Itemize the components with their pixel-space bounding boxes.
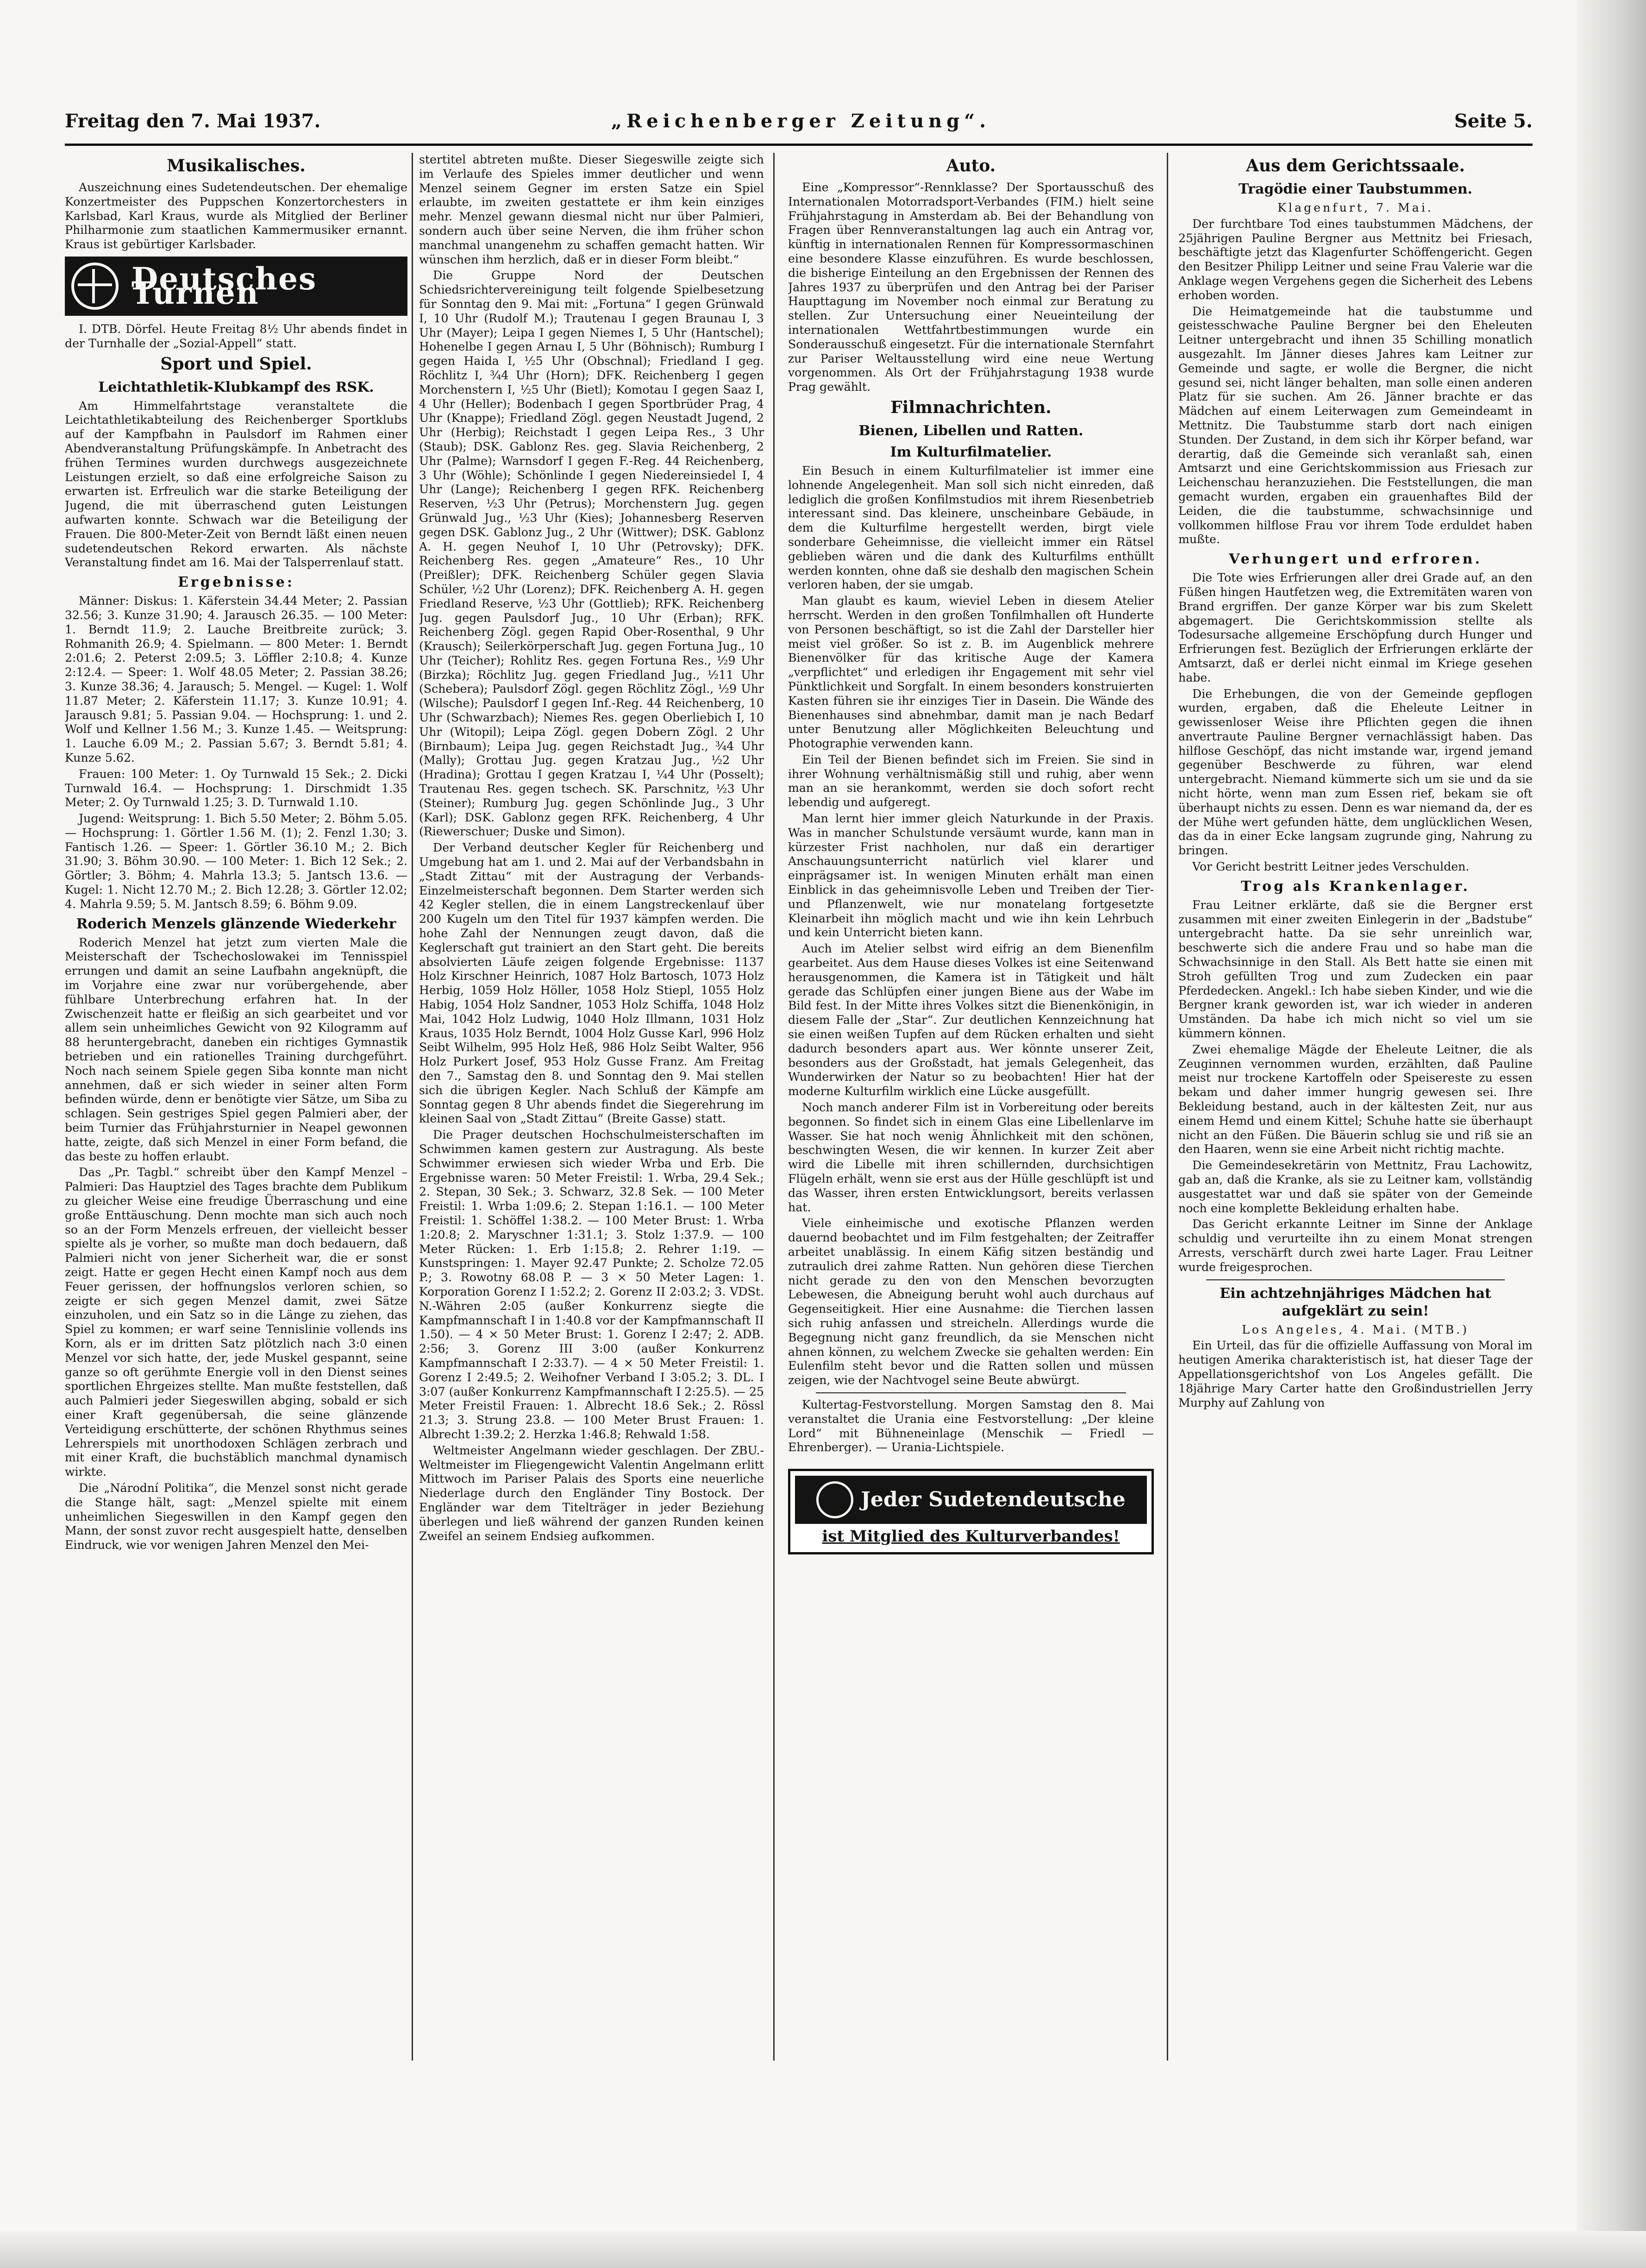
subheading-bienen: Bienen, Libellen und Ratten.: [858, 422, 1083, 439]
article-paragraph: Die Gruppe Nord der Deutschen Schiedsrichtervereinigung teilt folgende Spielbesetzung für Sonntag den 9. Mai mit: „Fortuna“ I gegen Grünwald I, 10 Uhr (Rudolf M.); Trautenau I gegen Braunau I, 3 Uhr (Mayer); Leipa I gegen Niemes I, 5 Uhr (Hantschel); Hohenelbe I gegen Arnau I, 5 Uhr (Böhnisch); Rumburg I gegen Haida I, ½5 Uhr (Obschnal); Friedland I geg. Röchlitz I, ¾4 Uhr (Horn); DFK. Reichenberg I gegen Morchenstern I, ½5 Uhr (Bietl); Komotau I gegen Saaz I, 4 Uhr (Heller); Bodenbach I gegen Sportbrüder Prag, 4 Uhr (Knappe); Friedland Zögl. gegen Neustadt Jugend, 2 Uhr (Herbig); Reichstadt I gegen Leipa Res., 3 Uhr (Staub); DSK. Gablonz Res. geg. Slavia Reichenberg, 2 Uhr (Palme); Warnsdorf I gegen F.-Reg. 44 Reichenberg, 3 Uhr (Wöhle); Schönlinde I gegen Niedereinsiedel I, 4 Uhr (Lange); Reichenberg I gegen RFK. Reichenberg Reserven, ½3 Uhr (Petrus); Morchenstern Jug. gegen Grünwald Jug., ½3 Uhr (Kies); Johannesberg Reserven gegen DSK. Gablonz Jug., 2 Uhr (Wittwer); DSK. Gablonz A. H. gegen Neuhof I, 10 Uhr (Petrovsky); DFK. Reichenberg Res. gegen „Amateure“ Res., 10 Uhr (Preißler); DFK. Reichenberg Schüler gegen Slavia Schüler, ½2 Uhr (Lorenz); DFK. Reichenberg A. H. gegen Friedland Reserve, ½3 Uhr (Gottlieb); RFK. Reichenberg Jug. gegen Paulsdorf Jug., 10 Uhr (Erban); RFK. Reichenberg Zögl. gegen Rapid Ober-Rosenthal, 9 Uhr (Krausch); Seilerkörperschaft Jug. gegen Fortuna Jug., 10 Uhr (Teicher); Rohlitz Res. gegen Fortuna Res., ½9 Uhr (Birzka); Röchlitz Jug. gegen Friedland Jug., ½11 Uhr (Schebera); Paulsdorf Zögl. gegen Röchlitz Zögl., ½9 Uhr (Wilsche); Paulsdorf I gegen Inf.-Reg. 44 Reichenberg, 10 Uhr (Schwarzbach); Niemes Res. gegen Oberliebich I, 10 Uhr (Witopil); Leipa Zögl. gegen Dobern Zögl. 2 Uhr (Birnbaum); Leipa Jug. gegen Reichstadt Jug., ¾4 Uhr (Mally); Grottau Jug. gegen Kratzau Jug., ½2 Uhr (Hradina); Grottau I gegen Kratzau I, ¼4 Uhr (Posselt); Trautenau Res. gegen tschech. SK. Parschnitz, ½3 Uhr (Steiner); Rumburg Jug. gegen Schönlinde Jug., 3 Uhr (Karl); DSK. Gablonz gegen RFK. Reichenberg, 4 Uhr (Riewerschuer; Duske und Simon).: [419, 269, 764, 839]
subheading-kulturfilmatelier: Im Kulturfilmatelier.: [890, 444, 1052, 460]
subheading-verhungert: Verhungert und erfroren.: [1229, 551, 1482, 568]
article-paragraph: Auszeichnung eines Sudetendeutschen. Der ehemalige Konzertmeister des Puppschen Konzertorchesters in Karlsbad, Karl Kraus, wurde als Mitglied der Berliner Philharmonie zum staatlichen Kammermusiker ernannt. Kraus ist gebürtiger Karlsbader.: [65, 181, 407, 251]
subheading-trog: Trog als Krankenlager.: [1241, 878, 1470, 895]
section-heading-sport: Sport und Spiel.: [160, 354, 312, 374]
article-paragraph: Die Erhebungen, die von der Gemeinde gepflogen wurden, ergaben, daß die Eheleute Leitner in gewissenloser Weise ihre Pflichten gegen die ihnen anvertraute Pauline Bergner vernachlässigt haben. Das hilflose Geschöpf, das nicht imstande war, irgend jemand gegenüber Beschwerde zu führen, war elend untergebracht. Niemand kümmerte sich um sie und da sie nicht hörte, wenn man zum Essen rief, bekam sie oft überhaupt nichts zu essen. Denn es war niemand da, der es der Mühe wert gefunden hätte, dem unglücklichen Wesen, das da in einer Ecke langsam zugrunde ging, Nahrung zu bringen.: [1178, 687, 1533, 858]
subheading-tragoedie: Tragödie einer Taubstummen.: [1239, 181, 1472, 197]
column-4: [1178, 153, 1533, 2061]
separator-rule: [816, 1392, 1126, 1393]
section-heading-gericht: Aus dem Gerichtssaale.: [1246, 156, 1465, 175]
article-paragraph: Die Prager deutschen Hochschulmeisterschaften im Schwimmen kamen gestern zur Austragung. Als beste Schwimmer erwiesen sich wieder Wrba und Erb. Die Ergebnisse waren: 50 Meter Freistil: 1. Wrba, 29.4 Sek.; 2. Stepan, 30 Sek.; 3. Schwarz, 32.8 Sek. — 100 Meter Freistil: 1. Wrba 1:09.6; 2. Stepan 1:16.1. — 100 Meter Freistil: 1. Schöffel 1:38.2. — 100 Meter Brust: 1. Wrba 1:20.8; 2. Maryschner 1:31.1; 3. Stolz 1:37.9. — 100 Meter Rücken: 1. Erb 1:15.8; 2. Rehrer 1:19. — Kunstspringen: 1. Mayer 92.47 Punkte; 2. Scholze 72.05 P.; 3. Rowotny 68.08 P. — 3 × 50 Meter Lagen: 1. Korporation Gorenz I 1:52.2; 2. Gorenz II 2:03.2; 3. VDSt. N.-Währen 2:05 (außer Konkurrenz siegte die Kampfmannschaft I in 1:40.8 vor der Kampfmannschaft II 1.50). — 4 × 50 Meter Brust: 1. Gorenz I 2:47; 2. ADB. 2:56; 3. Gorenz III 3:00 (außer Konkurrenz Kampfmannschaft I 2:33.7). — 4 × 50 Meter Freistil: 1. Gorenz I 2:49.5; 2. Weihofner Verband I 3:05.2; 3. DL. I 3:07 (außer Konkurrenz Kampfmannschaft I 2:25.5). — 25 Meter Freistil Frauen: 1. Albrecht 18.6 Sek.; 2. Rössl 21.3; 3. Strung 23.8. — 100 Meter Brust Frauen: 1. Albrecht 1:39.2; 2. Herzka 1:46.8; Rehwald 1:58.: [419, 1128, 764, 1441]
article-paragraph: Die Gemeindesekretärin von Mettnitz, Frau Lachowitz, gab an, daß die Kranke, als sie zu Leitner kam, vollständig ausgestattet war und daß sie später von der Gemeinde noch eine komplette Bekleidung erhalten habe.: [1178, 1159, 1533, 1215]
ad-slogan: ist Mitglied des Kulturverbandes!: [822, 1527, 1120, 1546]
scan-edge-bottom: [0, 2231, 1646, 2268]
scan-edge-right: [1577, 0, 1646, 2268]
article-paragraph: Das „Pr. Tagbl.“ schreibt über den Kampf Menzel – Palmieri: Das Hauptziel des Tages brachte dem Publikum zu gleicher Weise eine freudige Überraschung und eine große Enttäuschung. Denn mochte man sich auch noch so an der Form Menzels erfreuen, der vielleicht besser spielte als je vorher, so mußte man doch bedauern, daß Palmieri nicht von jener Sicherheit war, die er sonst zeigt. Hatte er gegen Hecht einen Kampf noch aus dem Feuer gerissen, der hoffnungslos verloren schien, so zeigte er sich gegen Menzel damit, zwei Sätze einzuholen, und ein Satz so in die Länge zu ziehen, das Spiel zu kommen; er warf seine Tennislinie vollends ins Korn, als er im dritten Satz plötzlich nach 3:0 einen Menzel vor sich hatte, der, jede Muskel gespannt, seine ganze so oft gerühmte Energie voll in den Dienst seines sportlichen Ehrgeizes stellte. Man mußte feststellen, daß auch Palmieri jeder Siegeswillen abging, sobald er sich einer Kraft gegenübersah, die seine glänzende Verteidigung erschütterte, der schönen Rhythmus seines Lehrerspiels mit unorthodoxen Schlägen zerbrach und mit einer Kraft, die buchstäblich manchmal dynamisch wirkte.: [65, 1165, 407, 1479]
section-heading-film: Filmnachrichten.: [890, 397, 1051, 417]
ad-banner: [795, 1476, 1147, 1524]
column-divider: [1167, 153, 1168, 2061]
page-header: [65, 110, 1533, 143]
column-2: [419, 153, 764, 2061]
column-1: [65, 153, 407, 2061]
article-paragraph: Am Himmelfahrtstage veranstaltete die Leichtathletikabteilung des Reichenberger Sportklubs auf der Kampfbahn in Paulsdorf im Rahmen einer Abendveranstaltung Prüfungskämpfe. In Anbetracht des frühen Termines wurden durchwegs ausgezeichnete Leistungen erzielt, so daß eine erfolgreiche Saison zu erwarten ist. Erfreulich war die starke Beteiligung der Jugend, die mit überraschend guten Leistungen aufwarten konnte. Schwach war die Beteiligung der Frauen. Die 800-Meter-Zeit von Berndt läßt einen neuen sudetendeutschen Rekord erwarten. Als nächste Veranstaltung findet am 16. Mai der Talsperrenlauf statt.: [65, 399, 407, 570]
page-number: Seite 5.: [1454, 110, 1533, 132]
column-divider: [412, 153, 413, 2061]
results-paragraph: Männer: Diskus: 1. Käferstein 34.44 Meter; 2. Passian 32.56; 3. Kunze 31.90; 4. Jarausch 26.35. — 100 Meter: 1. Berndt 11.9; 2. Lauche Breitbreite zurück; 3. Rohmanith 26.9; 4. Spielmann. — 800 Meter: 1. Berndt 2:01.6; 2. Peterst 2:09.5; 3. Löffler 2:10.8; 4. Kunze 2:12.4. — Speer: 1. Wolf 48.05 Meter; 2. Passian 38.26; 3. Kunze 38.36; 4. Jarausch; 5. Mengel. — Kugel: 1. Wolf 11.87 Meter; 2. Käferstein 11.17; 3. Kunze 10.91; 4. Jarausch 9.81; 5. Passian 9.04. — Hochsprung: 1. und 2. Wolf und Kellner 1.56 M.; 3. Kunze 1.45. — Weitsprung: 1. Lauche 6.09 M.; 2. Passian 5.67; 3. Berndt 5.81; 4. Kunze 5.62.: [65, 594, 407, 764]
article-paragraph: Ein Urteil, das für die offizielle Auffassung von Moral im heutigen Amerika charakteristisch ist, hat dieser Tage der Appellationsgerichtshof von Los Angeles gefällt. Die 18jährige Mary Carter hatte den Großindustriellen Jerry Murphy auf Zahlung von: [1178, 1339, 1533, 1410]
article-paragraph: Die Tote wies Erfrierungen aller drei Grade auf, an den Füßen hingen Hautfetzen weg, die Extremitäten waren von Brand ergriffen. Der ganze Körper war bis zum Skelett abgemagert. Die Gerichtskommission stellte als Todesursache allgemeine Erschöpfung durch Hunger und Erfrierungen fest. Bezüglich der Erfrierungen erklärte der Amtsarzt, daß er derlei nicht einmal im Kriege gesehen habe.: [1178, 571, 1533, 684]
article-paragraph: Eine „Kompressor“-Rennklasse? Der Sportausschuß des Internationalen Motorradsport-Verbandes (FIM.) hielt seine Frühjahrstagung in Amsterdam ab. Bei der Behandlung von Fragen über Rennveranstaltungen lag auch ein Antrag vor, künftig in internationalen Rennen für Kompressormaschinen eine besondere Klasse einzuführen. Es wurde beschlossen, die bisherige Einteilung an den Ergebnissen der Rennen des Jahres 1937 zu überprüfen und den Antrag bei der Pariser Haupttagung im November noch einmal zur Beratung zu stellen. Zur Untersuchung einer Neueinteilung der internationalen Wettfahrtbestimmungen wurde ein Sonderausschuß eingesetzt. Für die internationale Sternfahrt zur Pariser Weltausstellung wird eine neue Wertung vorgenommen. Als Ort der Frühjahrstagung 1938 wurde Prag gewählt.: [788, 181, 1154, 394]
dateline: Los Angeles, 4. Mai. (MTB.): [1242, 1322, 1469, 1336]
article-paragraph: I. DTB. Dörfel. Heute Freitag 8½ Uhr abends findet in der Turnhalle der „Sozial-Appell“ statt.: [65, 322, 407, 350]
results-paragraph: Jugend: Weitsprung: 1. Bich 5.50 Meter; 2. Böhm 5.05. — Hochsprung: 1. Görtler 1.56 M. (1); 2. Fenzl 1.30; 3. Fantisch 1.26. — Speer: 1. Görtler 36.10 M.; 2. Bich 31.90; 3. Böhm 30.90. — 100 Meter: 1. Bich 12 Sek.; 2. Görtler; 3. Böhm; 4. Mahrla 13.3; 5. Jantsch 13.6. — Kugel: 1. Nicht 12.70 M.; 2. Bich 12.28; 3. Görtler 12.02; 4. Mahrla 9.59; 5. M. Jantsch 8.59; 6. Böhm 9.09.: [65, 812, 407, 911]
article-paragraph: Der Verband deutscher Kegler für Reichenberg und Umgebung hat am 1. und 2. Mai auf der Verbandsbahn in „Stadt Zittau“ mit der Austragung der Verbands-Einzelmeisterschaft begonnen. Dem Starter werden sich 42 Kegler stellen, die in einem Langstreckenlauf über 200 Kugeln um den Titel für 1937 kämpfen werden. Die hohe Zahl der Nennungen zeugt davon, daß die Keglerschaft gut trainiert an den Start geht. Die bereits absolvierten Läufe zeigen folgende Ergebnisse: 1137 Holz Kirschner Heinrich, 1087 Holz Bartosch, 1073 Holz Herbig, 1059 Holz Höller, 1058 Holz Stiepl, 1055 Holz Habig, 1054 Holz Sandner, 1053 Holz Schiffa, 1048 Holz Mai, 1042 Holz Ludwig, 1040 Holz Illmann, 1031 Holz Kraus, 1035 Holz Berndt, 1004 Holz Gusse Karl, 996 Holz Seibt Wilhelm, 995 Holz Heß, 986 Holz Seibt Walter, 956 Holz Purkert Josef, 953 Holz Gusse Franz. Am Freitag den 7., Samstag den 8. und Sonntag den 9. Mai stellen sich die übrigen Kegler. Nach Schluß der Kämpfe am Sonntag gegen 8 Uhr abends findet die Siegerehrung im kleinen Saal von „Stadt Zittau“ (Breite Gasse) statt.: [419, 841, 764, 1126]
header-rule: [65, 144, 1533, 146]
subheading-achtzehnjaehrig: Ein achtzehnjähriges Mädchen hat aufgeklärt zu sein!: [1220, 1285, 1491, 1319]
subheading-leichtathletik: Leichtathletik-Klubkampf des RSK.: [98, 379, 374, 395]
article-paragraph: Man glaubt es kaum, wieviel Leben in diesem Atelier herrscht. Werden in den großen Tonfilmhallen oft Hunderte von Personen beschäftigt, so ist die Zahl der Darsteller hier meist viel größer. So ist z. B. im Augenblick mehrere Bienenvölker für das kritische Auge der Kamera „verpflichtet“ und erledigen ihr Engagement mit sehr viel Pünktlichkeit und Sorgfalt. In einem besonders konstruierten Kasten führen sie ihr einziges Tier in Dasein. Die Wände des Bienenhauses sind abnehmbar, damit man je nach Bedarf unter Benutzung aller Möglichkeiten Beleuchtung und Photographie verwenden kann.: [788, 594, 1154, 751]
article-paragraph: Man lernt hier immer gleich Naturkunde in der Praxis. Was in mancher Schulstunde versäumt wurde, kann man in kürzester Frist nachholen, nur daß ein derartiger Anschauungsunterricht natürlich viel klarer und einprägsamer ist. In wenigen Minuten erhält man einen Einblick in das geheimnisvolle Leben und Treiben der Tier- und Pflanzenwelt, wie nur monatelang fortgesetzte Kleinarbeit ihn möglich macht und wie ihn kein Lehrbuch und kein Unterricht bieten kann.: [788, 812, 1154, 940]
header-date: Freitag den 7. Mai 1937.: [65, 110, 321, 132]
subheading-menzel: Roderich Menzels glänzende Wiederkehr: [76, 915, 396, 932]
article-paragraph: Die „Národní Politika“, die Menzel sonst nicht gerade die Stange hält, sagt: „Menzel spielte mit einem unheimlichen Siegeswillen in den Kampf gegen den Mann, der sonst zuvor recht ausgespielt hatte, denselben Eindruck, wie vor wenigen Jahren Menzel den Mei-: [65, 1481, 407, 1552]
article-paragraph: Vor Gericht bestritt Leitner jedes Verschulden.: [1192, 860, 1470, 874]
subheading-ergebnisse: Ergebnisse:: [178, 574, 294, 591]
column-divider: [773, 153, 775, 2061]
article-paragraph: Roderich Menzel hat jetzt zum vierten Male die Meisterschaft der Tschechoslowakei im Tennisspiel errungen und damit an seine Laufbahn angeknüpft, die im Vorjahre eine zwar nur vorübergehende, aber fühlbare Unterbrechung erfahren hat. In der Zwischenzeit hatte er fleißig an sich gearbeitet und vor allem sein unheimliches Gewicht von 92 Kilogramm auf 88 heruntergebracht, daneben ein richtiges Gymnastik betrieben und ein rationelles Training durchgeführt. Noch nach seinem Spiele gegen Siba konnte man nicht annehmen, daß er sich wieder in seiner alten Form befinden würde, denn er benötigte vier Sätze, um Siba zu schlagen. Sein gestriges Spiel gegen Palmieri aber, der beim Turnier das Frühjahrsturnier in Neapel gewonnen hatte, zeigte, daß sich Menzel in einer Form befand, die das beste zu hoffen erlaubt.: [65, 935, 407, 1163]
article-paragraph: Noch manch anderer Film ist in Vorbereitung oder bereits begonnen. So findet sich in einem Glas eine Libellenlarve im Wasser. Sie hat noch wenig Ähnlichkeit mit den schönen, beschwingten Wesen, die wir kennen. In kurzer Zeit aber wird die Libelle mit ihren schillernden, durchsichtigen Flügeln erhält, wenn sie erst aus der Hülle geschlüpft ist und das Wasser, ihren ersten Entwicklungsort, bereits verlassen hat.: [788, 1101, 1154, 1214]
deutsches-turnen-banner: [65, 257, 407, 316]
article-paragraph: stertitel abtreten mußte. Dieser Siegeswille zeigte sich im Verlaufe des Spieles immer deutlicher und wenn Menzel seinem Gegner im ersten Satze ein Spiel erlaubte, im zweiten gestattete er ihm kein einziges mehr. Menzel gewann diesmal nicht nur über Palmieri, sondern auch über seine Nerven, die ihm früher schon manchmal unangenehm zu schaffen gemacht hatten. Wir wünschen ihm herzlich, daß er in dieser Form bleibt.“: [419, 153, 764, 266]
article-paragraph: Der furchtbare Tod eines taubstummen Mädchens, der 25jährigen Pauline Bergner aus Mettnitz bei Friesach, beschäftigte jetzt das Klagenfurter Schöffengericht. Gegen den Besitzer Philipp Leitner und seine Frau Valerie war die Anklage wegen Vergehens gegen die Sicherheit des Lebens erhoben worden.: [1178, 217, 1533, 302]
article-paragraph: Auch im Atelier selbst wird eifrig an dem Bienenfilm gearbeitet. Aus dem Hause dieses Volkes ist eine Seitenwand herausgenommen, die Kamera ist in Tätigkeit und hält gerade das Schlüpfen einer jungen Biene aus der Wabe im Bild fest. In der Mitte ihres Volkes sitzt die Bienenkönigin, in diesem Falle der „Star“. Zur deutlichen Kennzeichnung hat sie einen weißen Tupfen auf dem Rücken erhalten und sieht dadurch besonders apart aus. Wer könnte unserer Zeit, besonders aus der Großstadt, hat jemals Gelegenheit, das Wunderwirken der Natur so zu beobachten! Hier hat der moderne Kulturfilm wirklich eine Lücke ausgefüllt.: [788, 942, 1154, 1098]
results-paragraph: Frauen: 100 Meter: 1. Oy Turnwald 15 Sek.; 2. Dicki Turnwald 16.4. — Hochsprung: 1. Dirschmidt 1.35 Meter; 2. Oy Turnwald 1.25; 3. D. Turnwald 1.10.: [65, 767, 407, 809]
newspaper-title: „Reichenberger Zeitung“.: [611, 110, 991, 132]
dateline: Klagenfurt, 7. Mai.: [1277, 201, 1433, 214]
section-heading-auto: Auto.: [946, 156, 996, 175]
article-paragraph: Weltmeister Angelmann wieder geschlagen. Der ZBU.-Weltmeister im Fliegengewicht Valentin Angelmann erlitt Mittwoch im Pariser Palais des Sports eine neuerliche Niederlage durch den Engländer Tiny Bostock. Der Engländer war dem Titelträger in jeder Beziehung überlegen und ließ während der ganzen Runden keinen Zweifel an seinem Endsieg aufkommen.: [419, 1443, 764, 1543]
section-heading-musik: Musikalisches.: [167, 156, 306, 175]
article-paragraph: Ein Besuch in einem Kulturfilmatelier ist immer eine lohnende Angelegenheit. Man soll sich nicht einreden, daß lediglich die großen Konfilmstudios mit ihrem Riesenbetrieb interessant sind. Das kleinere, unscheinbare Gebäude, in dem die Kulturfilme hergestellt werden, birgt viele sonderbare Geheimnisse, die vielleicht immer ein Rätsel geblieben wären und die dank des Kulturfilms enthüllt werden konnten, ohne daß sie deshalb den magischen Schein verloren haben, der sie umgab.: [788, 464, 1154, 592]
ad-headline: Jeder Sudetendeutsche: [861, 1487, 1126, 1511]
kulturverband-advertisement: [788, 1469, 1154, 1554]
article-paragraph: Die Heimatgemeinde hat die taubstumme und geistesschwache Pauline Bergner bei den Eheleuten Leitner untergebracht und ihnen 35 Schilling monatlich ausgezahlt. Im Jänner dieses Jahres kam Leitner zur Gemeinde und sagte, er wolle die Bergner, die nicht gesund sei, nicht länger behalten, man solle einen anderen Platz für sie suchen. Am 26. Jänner brachte er das Mädchen auf einem Leiterwagen zum Gemeindeamt in Mettnitz. Die Taubstumme starb dort nach einigen Stunden. Der Zustand, in dem sich ihr Körper befand, war derartig, daß die Gemeinde sich veranlaßt sah, einen Amtsarzt und eine Gerichtskommission aus Friesach zur Leichenschau heranzuziehen. Die Feststellungen, die man gemacht wurden, ergaben ein grauenhaftes Bild der Leiden, die die taubstumme, schwachsinnige und vollkommen hilflose Frau vor ihrem Tode erduldet haben mußte.: [1178, 304, 1533, 546]
turner-cross-icon: [71, 263, 119, 310]
article-paragraph: Frau Leitner erklärte, daß sie die Bergner erst zusammen mit einer zweiten Einlegerin in der „Badstube“ untergebracht hatte. Da sie sehr unreinlich war, beschwerte sich die andere Frau und so habe man die Schwachsinnige in den Stall. Als Bett hatte sie einen mit Stroh gefüllten Trog und zum Zudecken ein paar Pferdedecken. Angekl.: Ich habe sieben Kinder, und wie die Bergner krank geworden ist, war ich wieder in anderen Umständen. Da habe ich mich nicht so viel um sie kümmern können.: [1178, 898, 1533, 1040]
banner-title: Deutsches Turnen: [131, 261, 317, 311]
article-paragraph: Kultertag-Festvorstellung. Morgen Samstag den 8. Mai veranstaltet die Urania eine Festvorstellung: „Der kleine Lord“ mit Bühneneinlage (Menschik — Friedl — Ehrenberger). — Urania-Lichtspiele.: [788, 1397, 1154, 1454]
separator-rule: [1206, 1279, 1505, 1280]
article-paragraph: Ein Teil der Bienen befindet sich im Freien. Sie sind in ihrer Wohnung verhältnismäßig still und ruhig, aber wenn man an sie herankommt, werden sie doch sofort recht lebendig und aufgeregt.: [788, 752, 1154, 809]
article-paragraph: Das Gericht erkannte Leitner im Sinne der Anklage schuldig und verurteilte ihn zu einem Monat strengen Arrests, verschärft durch zwei harte Lager. Frau Leitner wurde freigesprochen.: [1178, 1217, 1533, 1274]
column-3: [788, 153, 1154, 2061]
emblem-icon: [816, 1481, 853, 1518]
article-paragraph: Zwei ehemalige Mägde der Eheleute Leitner, die als Zeuginnen vernommen wurden, erzählten, daß Pauline meist nur trockene Kartoffeln oder Speisereste zu essen bekam und daher immer hungrig gewesen sei. Ihre Bekleidung bestand, auch in der kältesten Zeit, nur aus einem Hemd und einem Kittel; Schuhe hatte sie überhaupt nicht an den Füßen. Die Bäuerin schlug sie und riß sie an den Haaren, wenn sie eine Arbeit nicht richtig machte.: [1178, 1042, 1533, 1156]
article-paragraph: Viele einheimische und exotische Pflanzen werden dauernd beobachtet und im Film festgehalten; der Zeitraffer arbeitet unablässig. In einem Käfig sitzen beständig und zutraulich drei zahme Ratten. Nun gehören diese Tierchen nicht gerade zu den von den Menschen bevorzugten Lebewesen, die Abneigung beruht wohl auch durchaus auf Gegenseitigkeit. Hier eine Ausnahme: die Tierchen lassen sich ruhig anfassen und streicheln. Allerdings wurde die Begegnung nicht ganz freundlich, da sie Menschen nicht ahnen können, zu welchem Zwecke sie gehalten werden: Ein Eulenfilm steht bevor und die Ratten sollen und müssen zeigen, wie der Nachtvogel seine Beute abwürgt.: [788, 1216, 1154, 1387]
